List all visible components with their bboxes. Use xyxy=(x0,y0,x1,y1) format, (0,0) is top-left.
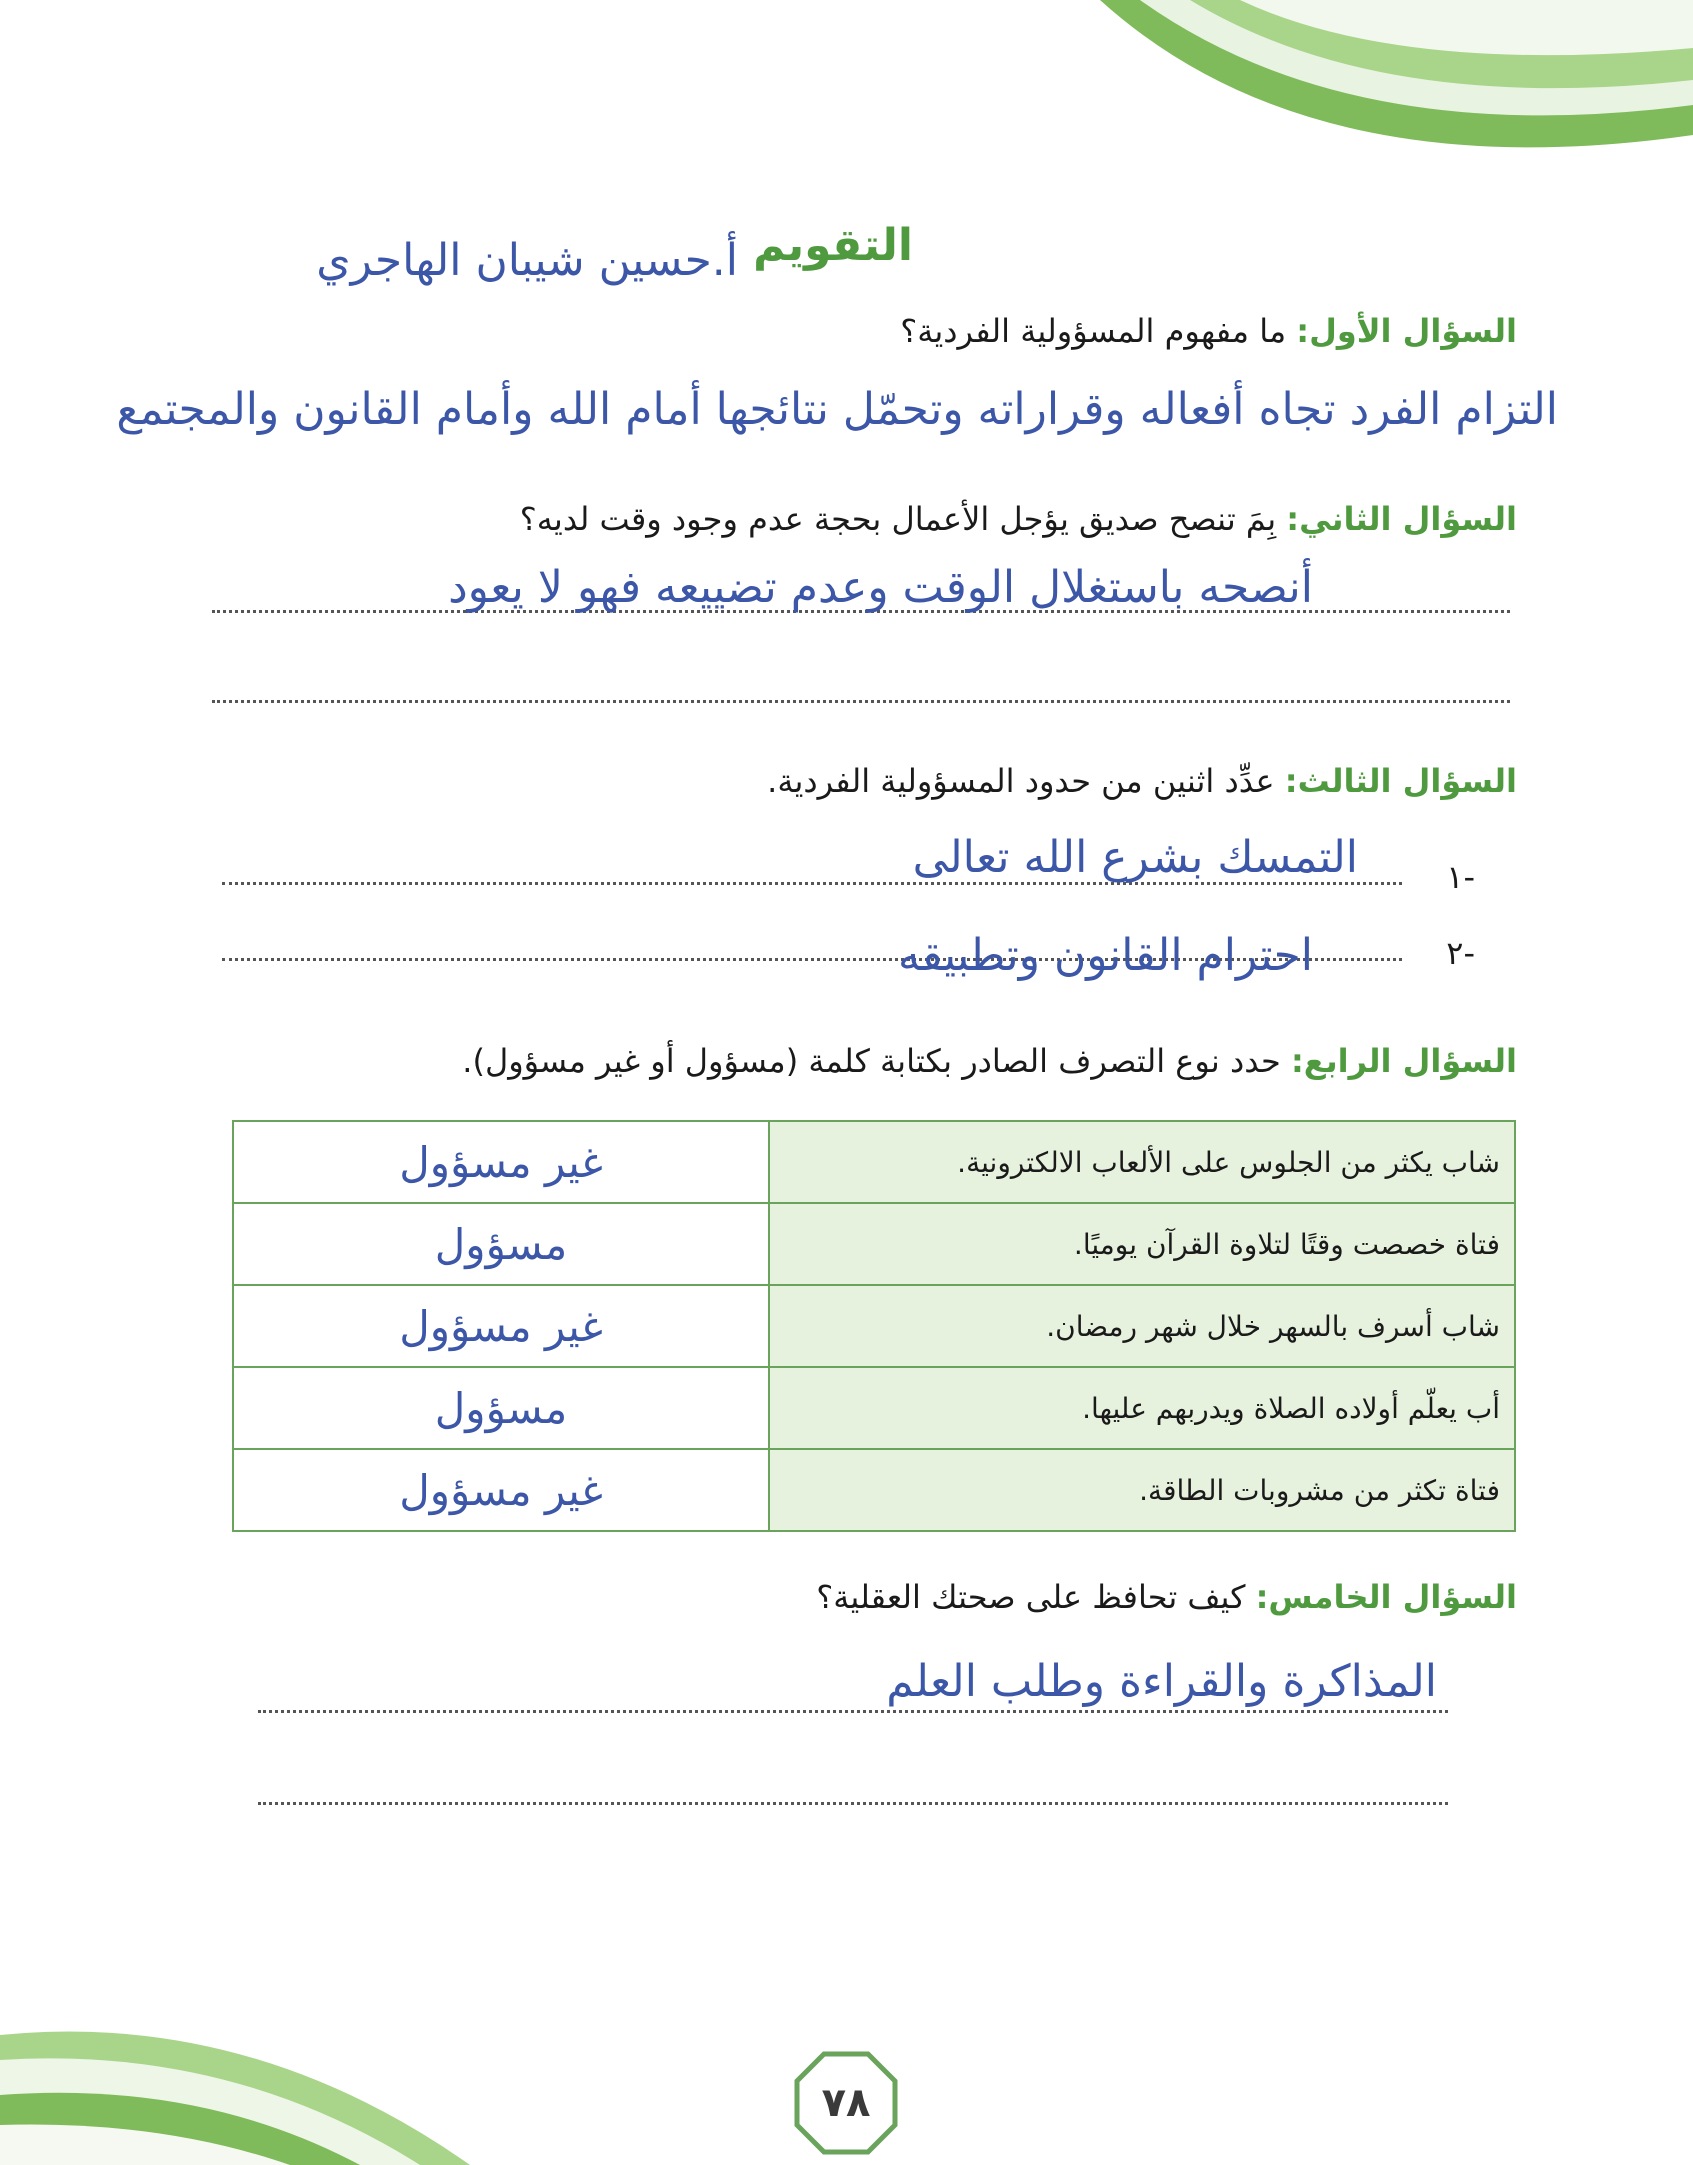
question-4-text: حدد نوع التصرف الصادر بكتابة كلمة (مسؤول أو غير مسؤول). xyxy=(462,1042,1281,1080)
list-number: -١ xyxy=(1446,858,1475,896)
table-row xyxy=(233,1203,1515,1285)
section-title: التقويم xyxy=(753,220,913,271)
question-3-text: عدِّد اثنين من حدود المسؤولية الفردية. xyxy=(767,762,1275,800)
question-1 xyxy=(900,312,1517,350)
behavior-table xyxy=(232,1120,1516,1532)
question-5 xyxy=(816,1578,1517,1616)
statement-cell: فتاة تكثر من مشروبات الطاقة. xyxy=(769,1449,1515,1531)
question-4-label: السؤال الرابع: xyxy=(1290,1042,1517,1080)
answer-cell: مسؤول xyxy=(233,1367,769,1449)
answer-cell: غير مسؤول xyxy=(233,1121,769,1203)
answer-cell: مسؤول xyxy=(233,1203,769,1285)
statement-cell: أب يعلّم أولاده الصلاة ويدربهم عليها. xyxy=(769,1367,1515,1449)
answer-cell: غير مسؤول xyxy=(233,1449,769,1531)
page-number: ٧٨ xyxy=(821,2080,871,2126)
answer-cell: غير مسؤول xyxy=(233,1285,769,1367)
question-2-label: السؤال الثاني: xyxy=(1286,500,1517,538)
question-4 xyxy=(462,1042,1517,1080)
teacher-name: أ.حسين شيبان الهاجري xyxy=(316,235,738,286)
statement-cell: شاب أسرف بالسهر خلال شهر رمضان. xyxy=(769,1285,1515,1367)
question-3 xyxy=(767,762,1517,800)
statement-cell: فتاة خصصت وقتًا لتلاوة القرآن يوميًا. xyxy=(769,1203,1515,1285)
question-3-answer-2: احترام القانون وتطبيقه xyxy=(898,930,1313,981)
list-number: -٢ xyxy=(1446,934,1475,972)
bottom-decoration xyxy=(0,2000,470,2165)
answer-line xyxy=(258,1710,1448,1713)
question-1-text: ما مفهوم المسؤولية الفردية؟ xyxy=(900,312,1287,350)
question-3-label: السؤال الثالث: xyxy=(1284,762,1517,800)
answer-line xyxy=(258,1802,1448,1805)
question-1-label: السؤال الأول: xyxy=(1296,312,1517,350)
question-5-label: السؤال الخامس: xyxy=(1255,1578,1517,1616)
question-2-text: بِمَ تنصح صديق يؤجل الأعمال بحجة عدم وجود وقت لديه؟ xyxy=(519,500,1277,538)
question-3-answer-1: التمسك بشرع الله تعالى xyxy=(912,832,1358,883)
question-5-text: كيف تحافظ على صحتك العقلية؟ xyxy=(816,1578,1246,1616)
page-number-badge xyxy=(793,2050,899,2156)
top-decoration xyxy=(1100,0,1693,160)
table-row xyxy=(233,1449,1515,1531)
table-row xyxy=(233,1121,1515,1203)
question-5-answer: المذاكرة والقراءة وطلب العلم xyxy=(886,1656,1437,1707)
answer-line xyxy=(212,700,1510,703)
question-2-answer: أنصحه باستغلال الوقت وعدم تضييعه فهو لا يعود xyxy=(448,562,1313,613)
table-row xyxy=(233,1285,1515,1367)
statement-cell: شاب يكثر من الجلوس على الألعاب الالكترونية. xyxy=(769,1121,1515,1203)
question-1-answer: التزام الفرد تجاه أفعاله وقراراته وتحمّل نتائجها أمام الله وأمام القانون والمجتمع xyxy=(116,384,1558,435)
question-2 xyxy=(520,500,1517,538)
table-row xyxy=(233,1367,1515,1449)
